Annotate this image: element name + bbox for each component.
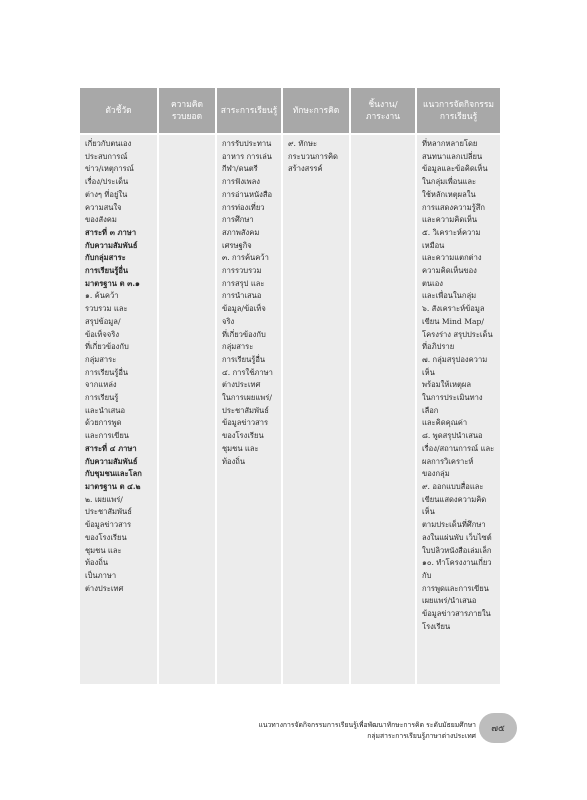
- learning-content-line: ต่างประเทศ: [222, 380, 261, 390]
- learning-content-line: ข้อมูลข่าวสาร: [222, 418, 269, 428]
- indicator-line: ของโรงเรียน: [85, 532, 127, 542]
- activity-line: ที่หลากหลายโดย: [422, 139, 478, 148]
- learning-content-line: ท้องถิ่น: [222, 456, 246, 466]
- activity-line: พร้อมให้เหตุผล: [422, 380, 471, 390]
- activity-line: ๙. ออกแบบสื่อและ: [422, 481, 484, 491]
- learning-content-line: อาหาร การเล่น: [222, 151, 272, 161]
- activity-line: ข้อมูลและข้อคิดเห็น: [422, 164, 488, 174]
- activity-line: ข้อมูลข่าวสารภายใน: [422, 609, 491, 619]
- learning-content-line: การรับประทาน: [222, 139, 272, 148]
- learning-content-line: การศึกษา: [222, 215, 254, 225]
- indicator-line: รวบรวม และ: [85, 304, 128, 314]
- activity-line: ในการประเมินทางเลือก: [422, 393, 483, 415]
- activity-line: ๖. สังเคราะห์ข้อมูล: [422, 304, 485, 314]
- activity-line: ๗. กลุ่มสรุปองความเห็น: [422, 354, 488, 377]
- indicator-line: ชุมชน และ: [85, 545, 122, 555]
- activity-line: ที่อภิปราย: [422, 342, 455, 352]
- learning-content-line: การเรียนรู้อื่น: [222, 354, 266, 364]
- column-learning-content: [217, 135, 281, 684]
- column-core-concept: [159, 135, 215, 684]
- header-learning-content: สาระการเรียนรู้: [217, 88, 281, 133]
- learning-content-line: ข้อมูล/ข้อเท็จจริง: [222, 304, 266, 326]
- indicator-line: ข้อเท็จจริง: [85, 329, 120, 339]
- learning-content-line: กีฬา/ดนตรี: [222, 164, 258, 174]
- indicator-line: กับความสัมพันธ์: [85, 240, 138, 250]
- thinking-skill-line: ๙. ทักษะ: [288, 139, 318, 148]
- header-task: ชิ้นงาน/ ภาระงาน: [351, 88, 415, 133]
- activity-line: สนทนาแลกเปลี่ยน: [422, 151, 483, 161]
- footer-title: แนวทางการจัดกิจกรรมการเรียนรู้เพื่อพัฒนาทักษะการคิด ระดับมัธยมศึกษา: [258, 721, 476, 729]
- indicator-line: ต่างๆ ที่อยู่ใน: [85, 189, 128, 199]
- learning-content-line: เศรษฐกิจ: [222, 240, 252, 250]
- activity-line: ใบปลิวหนังสือเล่มเล็ก: [422, 545, 492, 555]
- indicator-line: ต่างประเทศ: [85, 583, 124, 593]
- learning-content-line: การฟังเพลง: [222, 177, 260, 187]
- learning-content-line: ชุมชน และ: [222, 443, 259, 453]
- indicator-line: เรื่อง/ประเด็น: [85, 177, 129, 187]
- header-core-concept: ความคิด รวบยอด: [159, 88, 215, 133]
- activity-line: เรื่อง/สถานการณ์ และ: [422, 443, 495, 453]
- header-indicator: ตัวชี้วัด: [80, 88, 157, 133]
- learning-content-line: กลุ่มสาระ: [222, 342, 254, 352]
- column-activity: [417, 135, 500, 684]
- indicator-line: สรุปข้อมูล/: [85, 316, 121, 326]
- indicator-line: กับความสัมพันธ์: [85, 456, 138, 466]
- indicator-line: กับชุมชนและโลก: [85, 469, 142, 479]
- activity-line: การแสดงความรู้สึก: [422, 202, 486, 212]
- activity-line: ในกลุ่มเพื่อนและ: [422, 177, 477, 187]
- indicator-line: ด้วยการพูด: [85, 418, 122, 428]
- indicator-line: และนำเสนอ: [85, 405, 126, 415]
- indicator-line: เป็นภาษา: [85, 570, 117, 580]
- activity-line: ใช้หลักเหตุผลใน: [422, 189, 476, 199]
- indicator-line: และการเขียน: [85, 431, 129, 441]
- activity-line: โรงเรียน: [422, 621, 451, 631]
- activity-line: ๑๐. ทำโครงงานเกี่ยวกับ: [422, 558, 492, 580]
- activity-line: เขียนแสดงความคิดเห็น: [422, 494, 487, 517]
- activity-line: ความคิดเห็นของตนเอง: [422, 266, 477, 288]
- activity-line: ๕. วิเคราะห์ความเหมือน: [422, 227, 481, 250]
- learning-content-line: ๓. การค้นคว้า: [222, 253, 269, 263]
- indicator-line: การเรียนรู้: [85, 393, 119, 403]
- activity-line: ผลการวิเคราะห์: [422, 456, 474, 466]
- header-activity: แนวการจัดกิจกรรม การเรียนรู้: [417, 88, 500, 133]
- activity-line: การพูดและการเขียน: [422, 583, 489, 593]
- indicator-line: ๒. เผยแพร่/: [85, 494, 123, 504]
- learning-content-line: ประชาสัมพันธ์: [222, 405, 269, 415]
- indicator-line: ๑. ค้นคว้า: [85, 291, 119, 301]
- learning-content-line: การท่องเที่ยว: [222, 202, 265, 212]
- activity-line: โครงร่าง สรุปประเด็น: [422, 329, 493, 339]
- column-indicator: [80, 135, 157, 684]
- indicator-line: สาระที่ ๔ ภาษา: [85, 443, 137, 453]
- column-thinking-skill: [283, 135, 349, 684]
- indicator-line: ข้อมูลข่าวสาร: [85, 520, 132, 530]
- activity-line: ของกลุ่ม: [422, 469, 450, 479]
- thinking-skill-line: กระบวนการคิด: [288, 151, 338, 161]
- learning-content-line: การนำเสนอ: [222, 291, 262, 301]
- indicator-line: มาตรฐาน ต ๔.๒: [85, 481, 141, 491]
- indicator-line: ของสังคม: [85, 215, 117, 225]
- indicator-line: กลุ่มสาระ: [85, 354, 117, 364]
- indicator-line: มาตรฐาน ต ๓.๑: [85, 278, 140, 288]
- indicator-line: จากแหล่ง: [85, 380, 117, 390]
- indicator-line: การเรียนรู้อื่น: [85, 266, 129, 276]
- learning-content-line: การรวบรวม: [222, 266, 262, 276]
- indicator-line: การเรียนรู้อื่น: [85, 367, 129, 377]
- thinking-skill-line: สร้างสรรค์: [288, 164, 323, 174]
- curriculum-table: [80, 88, 500, 684]
- header-thinking-skill: ทักษะการคิด: [283, 88, 349, 133]
- indicator-line: เกี่ยวกับตนเอง: [85, 139, 132, 148]
- activity-line: เขียน Mind Map/: [422, 316, 484, 326]
- activity-line: ๘. พูดสรุปนำเสนอ: [422, 431, 483, 441]
- activity-line: ลงในแผ่นพับ เว็บไซต์: [422, 532, 492, 542]
- footer-subtitle: กลุ่มสาระการเรียนรู้ภาษาต่างประเทศ: [367, 732, 476, 740]
- activity-line: เผยแพร่/นำเสนอ: [422, 596, 477, 606]
- activity-line: และเพื่อนในกลุ่ม: [422, 291, 477, 301]
- indicator-line: ข่าว/เหตุการณ์: [85, 164, 134, 174]
- learning-content-line: การสรุป และ: [222, 278, 265, 288]
- learning-content-line: ของโรงเรียน: [222, 431, 264, 441]
- learning-content-line: การอ่านหนังสือ: [222, 189, 273, 199]
- indicator-line: ประสบการณ์: [85, 151, 128, 161]
- learning-content-line: ๔. การใช้ภาษา: [222, 367, 273, 377]
- learning-content-line: ที่เกี่ยวข้องกับ: [222, 329, 266, 339]
- indicator-line: ความสนใจ: [85, 202, 122, 212]
- activity-line: และคิดคุณค่า: [422, 418, 468, 428]
- page-number: ๗๕: [479, 713, 517, 743]
- indicator-line: สาระที่ ๓ ภาษา: [85, 227, 137, 237]
- indicator-line: ประชาสัมพันธ์: [85, 507, 132, 517]
- learning-content-line: ในการเผยแพร่/: [222, 393, 272, 403]
- indicator-line: กับกลุ่มสาระ: [85, 253, 126, 263]
- indicator-line: ท้องถิ่น: [85, 558, 109, 568]
- activity-line: และความคิดเห็น: [422, 215, 478, 225]
- activity-line: ตามประเด็นที่ศึกษา: [422, 520, 486, 530]
- activity-line: และความแตกต่าง: [422, 253, 482, 263]
- indicator-line: ที่เกี่ยวข้องกับ: [85, 342, 129, 352]
- column-task: [351, 135, 415, 684]
- learning-content-line: สภาพสังคม: [222, 227, 260, 237]
